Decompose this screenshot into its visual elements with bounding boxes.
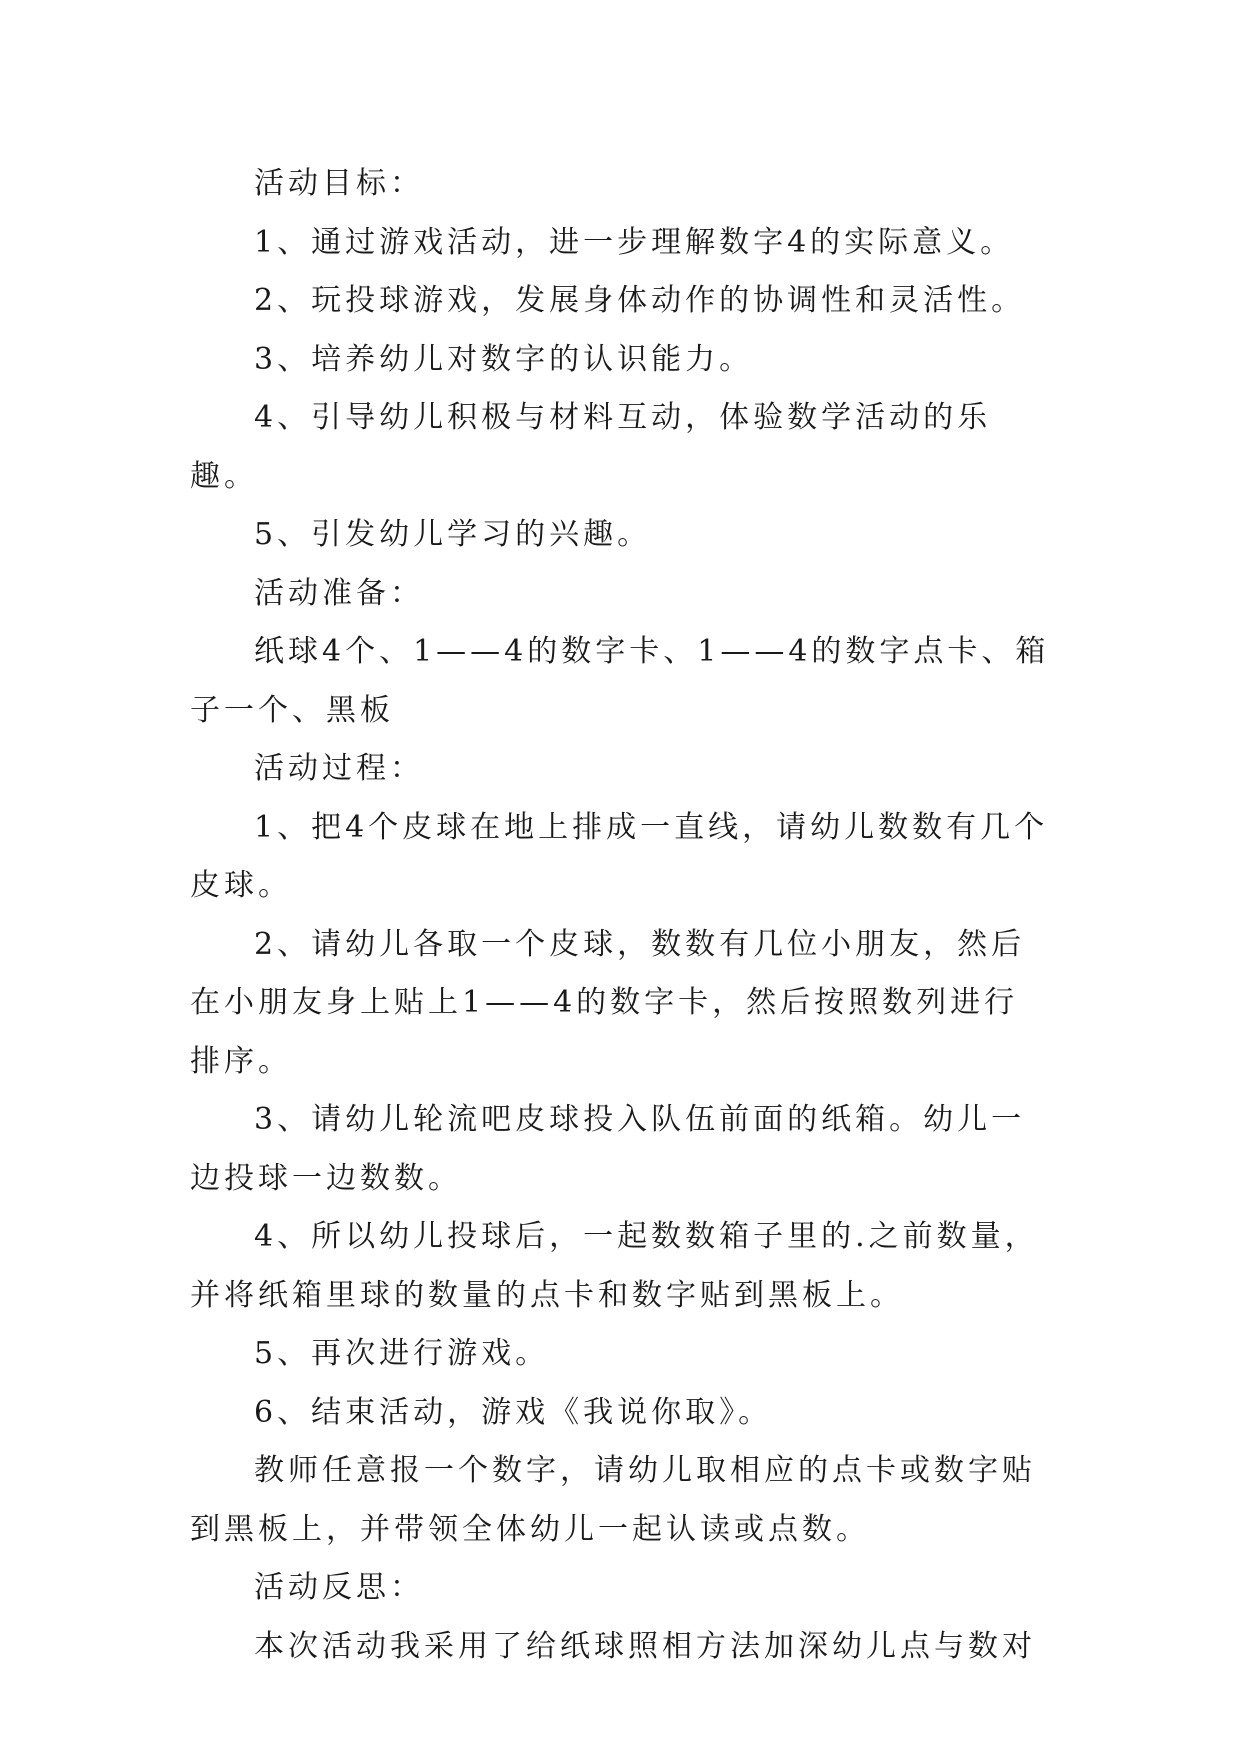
goal-item-3: 3、培养幼儿对数字的认识能力。 [254, 341, 754, 377]
process-step-6-detail: 教师任意报一个数字，请幼儿取相应的点卡或数字贴到黑板上，并带领全体幼儿一起认读或点数。 [190, 1453, 1036, 1547]
reflection-text: 本次活动我采用了给纸球照相方法加深幼儿点与数对 [254, 1628, 1036, 1664]
process-step-2: 2、请幼儿各取一个皮球，数数有几位小朋友，然后在小朋友身上贴上1——4的数字卡，然后按照数列进行排序。 [190, 926, 1026, 1079]
heading-activity-process: 活动过程： [254, 751, 424, 786]
goal-item-1: 1、通过游戏活动，进一步理解数字4的实际意义。 [254, 224, 1015, 260]
goal-item-5: 5、引发幼儿学习的兴趣。 [254, 517, 652, 552]
process-step-4: 4、所以幼儿投球后，一起数数箱子里的.之前数量，并将纸箱里球的数量的点卡和数字贴到黑板上。 [190, 1219, 1039, 1313]
process-step-5: 5、再次进行游戏。 [254, 1336, 550, 1371]
preparation-text: 纸球4个、1——4的数字卡、1——4的数字点卡、箱子一个、黑板 [190, 634, 1050, 728]
process-step-3: 3、请幼儿轮流吧皮球投入队伍前面的纸箱。幼儿一边投球一边数数。 [190, 1102, 1026, 1196]
document-page [190, 155, 1050, 1676]
goal-item-2: 2、玩投球游戏，发展身体动作的协调性和灵活性。 [254, 283, 1026, 318]
process-step-6: 6、结束活动，游戏《我说你取》。 [254, 1394, 773, 1430]
heading-activity-goals: 活动目标： [254, 166, 424, 201]
heading-activity-preparation: 活动准备： [254, 575, 424, 611]
process-step-1: 1、把4个皮球在地上排成一直线，请幼儿数数有几个皮球。 [190, 809, 1049, 903]
goal-item-4: 4、引导幼儿积极与材料互动，体验数学活动的乐趣。 [190, 400, 992, 494]
heading-activity-reflection: 活动反思： [254, 1570, 424, 1605]
